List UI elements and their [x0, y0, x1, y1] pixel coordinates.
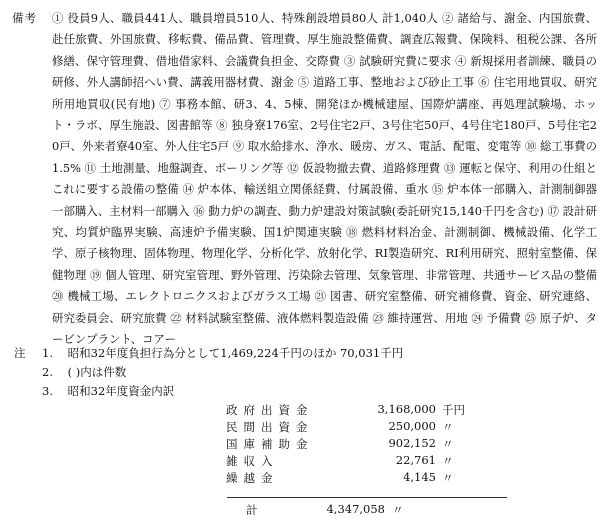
funding-amount: 22,761 — [395, 453, 436, 467]
funding-row — [226, 419, 506, 436]
funding-amount: 902,152 — [388, 436, 436, 450]
note-text: ( )内は件数 — [67, 365, 127, 379]
note-item — [42, 345, 403, 361]
funding-source: 繰越金 — [226, 471, 279, 485]
funding-row — [226, 453, 506, 470]
note-item — [42, 383, 174, 399]
funding-unit: 〃 — [442, 454, 454, 468]
funding-amount: 3,168,000 — [377, 402, 436, 416]
funding-row — [226, 402, 506, 419]
funding-unit: 〃 — [442, 420, 454, 434]
funding-total-unit: 〃 — [392, 503, 404, 517]
note-number: 1. — [42, 346, 53, 360]
remarks-text: ① 役員9人、職員441人、職員増員510人、特殊創設増員80人 計1,040人 ② 諸給与、謝金、内国旅費、赴任旅費、外国旅費、移転費、備品費、管理費、厚生施設整備費、調査広報費、保険料、租税公課、各所修繕、保守管理費、借地借家料、会議費負担金、交際費 ③ 試験研究費に要求 ④ 新規採用者訓練、職員の研修、外人講師招へい費、講義用器材費、謝金 ⑤ 道路工事、整地および砂止工事 ⑥ 住宅用地買収、研究所用地買収(民有地) ⑦ 事務本館、研3、4、5棟、開発ほか機械建屋、国際炉講座、再処理試験場、ホット・ラボ、厚生施設、図書館等 ⑧ 独身寮176室、2号住宅2戸、3号住宅50戸、4号住宅180戸、5号住宅20戸、外来者寮40室、外人住宅5戸 ⑨ 取水給排水、浄水、暖房、ガス、電話、配電、変電等 ⑩ 総工事費の1.5% ⑪ 土地測量、地盤調査、ボーリング等 ⑫ 仮設物撤去費、道路修理費 ⑬ 運転と保守、利用の仕組とこれに要する設備の整備 ⑭ 炉本体、輸送組立関係経費、付属設備、重水 ⑮ 炉本体一部購入、計測制御器一部購入、主材料一部購入 ⑯ 動力炉の調査、動力炉建設対策試験(委託研究15,140千円を含む) ⑰ 設計研究、均質炉臨界実験、高速炉予備実験、国1炉関連実験 ⑱ 燃料材料冶金、計測制御、機械設備、化学工学、原子核物理、固体物理、物理化学、分析化学、放射化学、RI製造研究、RI利用研究、照射室整備、保健物理 ⑲ 個人管理、研究室管理、野外管理、汚染除去管理、気象管理、非常管理、共通サービス品の整備 ⑳ 機械工場、エレクトロニクスおよびガラス工場 ㉑ 図書、研究室整備、研究補修費、資金、研究連絡、研究委員会、研究旅費 ㉒ 材料試験室整備、液体燃料製造設備 ㉓ 維持運営、用地 ㉔ 予備費 ㉕ 原子炉、タービンプラント、コアー — [52, 11, 598, 347]
note-number: 3. — [42, 384, 53, 398]
note-item — [42, 364, 126, 380]
funding-table — [226, 402, 506, 487]
note-text: 昭和32年度負担行為分として1,469,224千円のほか 70,031千円 — [67, 346, 404, 360]
funding-total-label: 計 — [246, 503, 258, 517]
note-text: 昭和32年度資金内訳 — [67, 384, 175, 398]
funding-row — [226, 436, 506, 453]
funding-amount: 250,000 — [388, 419, 436, 433]
notes-label: 注 — [14, 346, 26, 360]
funding-unit: 〃 — [442, 471, 454, 485]
funding-unit: 〃 — [442, 437, 454, 451]
remarks-label: 備考 — [12, 11, 37, 25]
total-rule — [227, 497, 507, 498]
funding-amount: 4,145 — [403, 470, 436, 484]
funding-source: 雑収入 — [226, 454, 279, 468]
funding-row — [226, 470, 506, 487]
funding-source: 政府出資金 — [226, 403, 314, 417]
note-number: 2. — [42, 365, 53, 379]
funding-source: 民間出資金 — [226, 420, 314, 434]
funding-unit: 千円 — [442, 403, 465, 417]
funding-source: 国庫補助金 — [226, 437, 314, 451]
funding-total-amount: 4,347,058 — [326, 502, 385, 516]
